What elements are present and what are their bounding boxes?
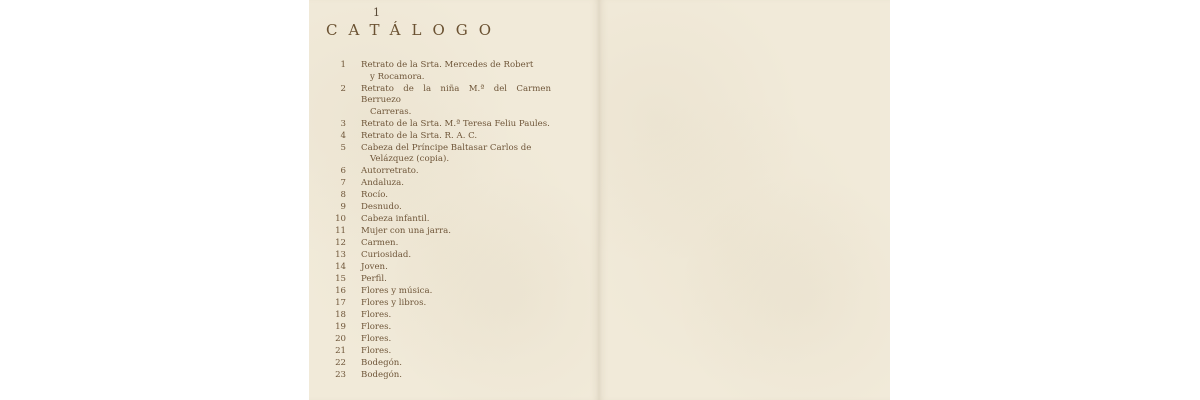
catalog-item-title-line: Rocío. [361, 190, 388, 201]
catalog-item-title [361, 131, 551, 143]
catalog-item [319, 131, 551, 143]
catalog-item-title [361, 202, 551, 214]
catalog-item-number: 12 [335, 238, 346, 249]
catalog-item-number: 11 [335, 226, 346, 237]
catalog-item [319, 202, 551, 214]
catalog-item-number: 16 [335, 286, 346, 297]
catalog-list [319, 60, 551, 382]
catalog-item-title [361, 286, 551, 298]
catalog-item-title-line: Flores. [361, 322, 392, 333]
catalog-item-title [361, 250, 551, 262]
catalog-item [319, 178, 551, 190]
catalog-item-title [361, 214, 551, 226]
catalog-title: CATÁLOGO [326, 21, 503, 39]
catalog-item [319, 166, 551, 178]
catalog-item-title-line: Cabeza del Príncipe Baltasar Carlos de [361, 142, 532, 153]
catalog-item-title-line: Flores. [361, 334, 392, 345]
catalog-item-title [361, 166, 551, 178]
catalog-item-title [361, 143, 551, 166]
catalog-item-title-continuation: Carreras. [370, 106, 412, 117]
catalog-item [319, 190, 551, 202]
catalog-item [319, 334, 551, 346]
catalog-item-title-line: Retrato de la niña M.ª del Carmen Berruezo [361, 83, 551, 106]
catalog-item [319, 60, 551, 83]
catalog-item-title [361, 370, 551, 382]
catalog-item [319, 274, 551, 286]
catalog-item-number: 7 [340, 178, 346, 189]
catalog-item-title-line: Autorretrato. [361, 166, 419, 177]
catalog-item-number: 22 [335, 358, 346, 369]
catalog-item [319, 143, 551, 166]
catalog-item-title-line: Perfil. [361, 274, 387, 285]
catalog-item-title-line: Flores. [361, 346, 392, 357]
catalog-item [319, 84, 551, 119]
catalog-item-number: 18 [335, 310, 346, 321]
catalog-item-number: 9 [340, 202, 346, 213]
catalog-item [319, 238, 551, 250]
catalog-item-title-line: Retrato de la Srta. R. A. C. [361, 130, 478, 141]
catalog-item-number: 14 [335, 262, 346, 273]
catalog-item-number: 4 [340, 130, 346, 141]
catalog-item-title [361, 262, 551, 274]
catalog-item-number: 5 [340, 142, 346, 153]
catalog-item-number: 17 [335, 298, 346, 309]
catalog-item [319, 250, 551, 262]
catalog-item [319, 119, 551, 131]
catalog-item-number: 13 [335, 250, 346, 261]
catalog-item [319, 262, 551, 274]
catalog-item [319, 358, 551, 370]
catalog-item-number: 1 [340, 60, 346, 70]
catalog-item-number: 19 [335, 322, 346, 333]
catalog-item-title [361, 238, 551, 250]
catalog-item-title [361, 358, 551, 370]
catalog-item-title-line: Joven. [361, 262, 388, 273]
catalog-item-title [361, 178, 551, 190]
catalog-item-number: 8 [340, 190, 346, 201]
catalog-item-title [361, 334, 551, 346]
catalog-item [319, 346, 551, 358]
catalog-item-title-line: Carmen. [361, 238, 399, 249]
catalog-item-title [361, 226, 551, 238]
catalog-item-title-continuation: y Rocamora. [370, 71, 425, 82]
catalog-item-number: 2 [340, 83, 346, 94]
catalog-item-title-line: Bodegón. [361, 358, 403, 369]
catalog-item-title-line: Mujer con una jarra. [361, 226, 451, 237]
catalog-item-title-line: Flores. [361, 310, 392, 321]
catalog-item [319, 214, 551, 226]
catalog-item-title-line: Retrato de la Srta. M.ª Teresa Feliu Paules. [361, 118, 550, 129]
catalog-item-number: 3 [340, 118, 346, 129]
catalog-item-number: 23 [335, 370, 346, 381]
catalog-item-title [361, 298, 551, 310]
catalog-item-title [361, 346, 551, 358]
catalog-item [319, 286, 551, 298]
catalog-item-number: 15 [335, 274, 346, 285]
catalog-item-number: 6 [340, 166, 346, 177]
right-page [599, 0, 890, 400]
catalog-item-title [361, 322, 551, 334]
catalog-item-number: 20 [335, 334, 346, 345]
catalog-item-number: 10 [335, 214, 346, 225]
catalog-item-title-line: Curiosidad. [361, 250, 412, 261]
catalog-item-title [361, 310, 551, 322]
catalog-item-title-line: Bodegón. [361, 370, 403, 381]
catalog-item-title-line: Andaluza. [361, 178, 405, 189]
catalog-item-title-line: Flores y libros. [361, 298, 427, 309]
catalog-item-title-continuation: Velázquez (copia). [370, 154, 450, 165]
catalog-item-title [361, 274, 551, 286]
catalog-item-title [361, 190, 551, 202]
catalog-item-title-line: Desnudo. [361, 202, 402, 213]
catalog-item-title-line: Cabeza infantil. [361, 214, 430, 225]
catalog-item-title-line: Retrato de la Srta. Mercedes de Robert [361, 60, 534, 70]
catalog-item [319, 310, 551, 322]
catalog-item [319, 322, 551, 334]
catalog-item-number: 21 [335, 346, 346, 357]
catalog-item-title [361, 60, 551, 83]
catalog-item-title-line: Flores y música. [361, 286, 433, 297]
catalog-item [319, 298, 551, 310]
catalog-item-title [361, 84, 551, 119]
catalog-item [319, 370, 551, 382]
catalog-item [319, 226, 551, 238]
page-mark: 1 [373, 6, 380, 19]
catalog-item-title [361, 119, 551, 131]
